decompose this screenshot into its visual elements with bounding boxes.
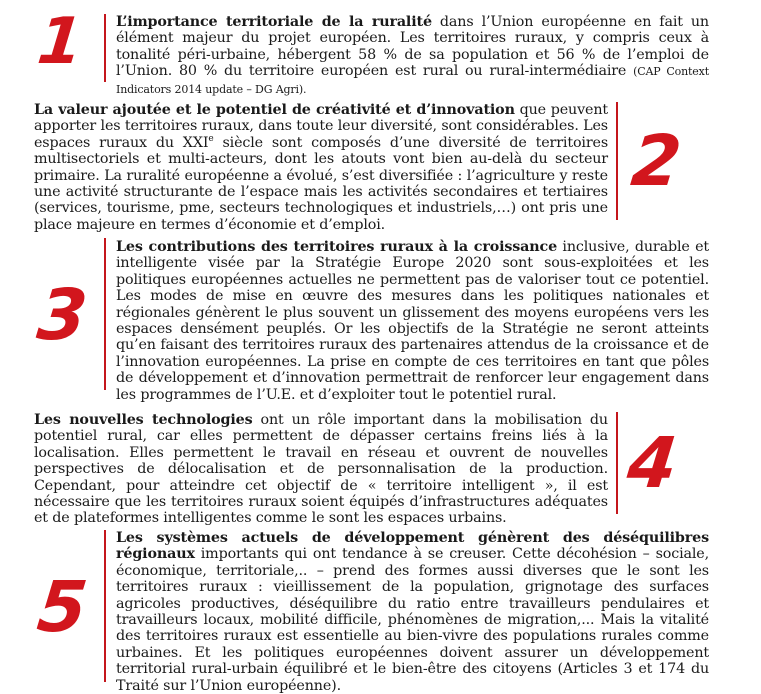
section-body-2b: siècle sont composés d’une diversité de territoires multisectoriels et multi-acteurs, dont les atouts vont bien au-delà du secteur primaire. La ruralité européenne a évolué, s’est diversifiée : l’agriculture y reste une activité structurante de l’espace mais les activités secondaires et tertiaires (services, tourisme, pme, secteurs technologiques et industriels,…) ont pris une place majeure en termes d’économie et d’emploi. bbox=[34, 134, 609, 233]
section-text-4 bbox=[34, 412, 608, 527]
section-body-3: inclusive, durable et intelligente visée par la Stratégie Europe 2020 sont sous-exploitées et les politiques européennes actuelles ne permettent pas de valoriser tout ce potentiel. Les modes de mise en œuvre des mesures dans les politiques nationales et régionales génèrent le plus souvent un glissement des moyens européens vers les espaces densément peuplés. Or les objectifs de la Stratégie ne seront atteints qu’en faisant des territoires ruraux des partenaires attendus de la croissance et de l’innovation européennes. La prise en compte de ces territoires en tant que pôles de développement et d’innovation permettrait de renforcer leur engagement dans les programmes de l’U.E. et d’exploiter tout le potentiel rural. bbox=[116, 239, 709, 403]
section-lead-2: La valeur ajoutée et le potentiel de créativité et d’innovation bbox=[34, 102, 515, 118]
section-number-2: 2 bbox=[627, 120, 686, 202]
section-number-3: 3 bbox=[33, 274, 92, 356]
section-lead-5: Les systèmes actuels de développement génèrent des déséquilibres régionaux bbox=[116, 530, 709, 563]
section-number-4: 4 bbox=[623, 422, 682, 504]
section-note-1: (CAP Context Indicators 2014 update – DG Agri). bbox=[116, 65, 709, 96]
section-text-5 bbox=[116, 530, 709, 694]
section-number-5: 5 bbox=[33, 566, 92, 648]
section-lead-4: Les nouvelles technologies bbox=[34, 412, 253, 428]
section-lead-3: Les contributions des territoires ruraux à la croissance bbox=[116, 239, 558, 255]
section-body-2a: que peuvent apporter les territoires ruraux, dans toute leur diversité, sont considérables. Les espaces ruraux du XXI bbox=[34, 102, 608, 151]
section-text-1 bbox=[116, 14, 709, 98]
section-number-1: 1 bbox=[34, 5, 87, 79]
section-divider-4 bbox=[616, 412, 618, 514]
section-body-4: ont un rôle important dans la mobilisation du potentiel rural, car elles permettent de dépasser certains freins liés à la localisation. Elles permettent le travail en réseau et ouvrent de nouvelles perspectives de délocalisation et de personnalisation de la production. Cependant, pour atteindre cet objectif de « territoire intelligent », il est nécessaire que les territoires ruraux soient équipés d’infrastructures adéquates et de plateformes intelligentes comme le sont les espaces urbains. bbox=[34, 412, 608, 527]
section-divider-5 bbox=[104, 530, 106, 682]
section-divider-2 bbox=[616, 102, 618, 220]
section-divider-3 bbox=[104, 238, 106, 390]
section-body-5: importants qui ont tendance à se creuser. Cette décohésion – sociale, économique, territoriale,.. – prend des formes aussi diverses que le sont les territoires ruraux : vieillissement de la population, grignotage des surfaces agricoles productives, déséquilibre du ratio entre travailleurs pendulaires et travailleurs locaux, mobilité difficile, phénomènes de migration,... Mais la vitalité des territoires ruraux est essentielle au bien-vivre des populations rurales comme urbaines. Et les politiques européennes doivent assurer un développement territorial rural-urbain équilibré et le bien-être des citoyens (Articles 3 et 174 du Traité sur l’Union européenne). bbox=[116, 546, 709, 694]
section-body-1: dans l’Union européenne en fait un élément majeur du projet européen. Les territoires ruraux, y compris ceux à tonalité péri-urbaine, hébergent 58 % de sa population et 56 % de l’emploi de l’Union. 80 % du territoire européen est rural ou rural-intermédiaire bbox=[116, 14, 709, 80]
section-divider-1 bbox=[104, 14, 106, 82]
section-text-2 bbox=[34, 102, 608, 233]
section-sup-2: e bbox=[208, 134, 214, 145]
section-text-3 bbox=[116, 239, 709, 403]
section-lead-1: L’importance territoriale de la ruralité bbox=[116, 14, 432, 30]
